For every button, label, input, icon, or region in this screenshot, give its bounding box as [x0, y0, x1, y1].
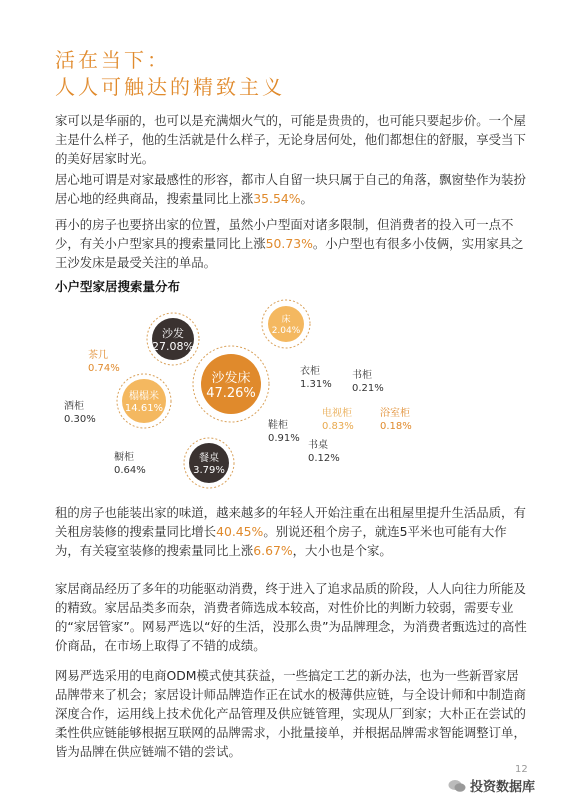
highlight-value: 6.67% — [253, 543, 293, 558]
section-title-line1: 活在当下： — [55, 48, 170, 72]
section-title-line2: 人人可触达的精致主义 — [55, 75, 285, 99]
category-value-label: 0.64% — [114, 465, 146, 476]
highlight-value: 35.54% — [253, 191, 301, 206]
bubble-value-label: 14.61% — [124, 403, 164, 414]
text: 租的房子也能装出家的味道，越来越多的年轻人开始注重在出租屋里提升生活品质，有关租房装修的搜索量同比增长 — [55, 505, 526, 539]
category-value-label: 0.12% — [308, 453, 340, 464]
category-value-label: 0.18% — [380, 421, 412, 432]
category-name-label: 酒柜 — [64, 401, 84, 412]
category-value-label: 0.83% — [322, 421, 354, 432]
watermark — [448, 776, 535, 795]
bubble-name-label: 沙发 — [162, 327, 184, 340]
category-name-label: 书桌 — [308, 440, 328, 451]
bubble-value-label: 27.08% — [152, 340, 194, 353]
text: 居心地可谓是对家最感性的形容，都市人自留一块只属于自己的角落，飘窗垫作为装扮居心地的经典商品，搜索量同比上涨 — [55, 172, 526, 206]
bubble-name-label: 沙发床 — [211, 371, 251, 386]
chart-title: 小户型家居搜索量分布 — [55, 279, 181, 294]
text: 。 — [300, 191, 313, 206]
watermark-text: 投资数据库 — [470, 780, 536, 795]
category-value-label: 0.91% — [268, 433, 300, 444]
category-name-label: 电视柜 — [322, 408, 352, 419]
category-name-label: 鞋柜 — [268, 420, 288, 431]
paragraph-intro: 家可以是华丽的，也可以是充满烟火气的，可能是贵贵的，也可能只要起步价。一个屋主是什么样子，他的生活就是什么样子，无论身居何处，他们都想住的舒服，享受当下的美好居家时光。 — [55, 113, 526, 166]
text: 。小户型也有很多小伎俩，实用家具之王沙发床是最受关注的单品。 — [55, 236, 524, 270]
category-name-label: 书柜 — [352, 370, 372, 381]
category-name-label: 衣柜 — [300, 366, 320, 377]
category-value-label: 0.74% — [88, 363, 120, 374]
page-number: 12 — [515, 764, 528, 775]
category-value-label: 0.30% — [64, 414, 96, 425]
bubble-name-label: 榻榻米 — [129, 391, 159, 402]
category-name-label: 浴室柜 — [380, 408, 410, 419]
wechat-icon — [448, 779, 466, 793]
text: 。别说还租个房子，就连5平米也可能有大作为，有关寝室装修的搜索量同比上涨 — [55, 524, 507, 558]
bubble-value-label: 3.79% — [193, 465, 225, 476]
bubble-name-label: 餐桌 — [199, 453, 219, 464]
category-value-label: 1.31% — [300, 379, 332, 390]
bubble-value-label: 47.26% — [206, 386, 256, 401]
highlight-value: 50.73% — [265, 236, 313, 251]
paragraph-odm: 网易严选采用的电商ODM模式使其获益，一些搞定工艺的新办法，也为一些新晋家居品牌带来了机会；家居设计师品牌造作正在试水的极薄供应链，与全设计师和中制造商深度合作，运用线上技术优化产品管理及供应链管理，实现从厂到家；大朴正在尝试的柔性供应链能够根据互联网的品牌需求，小批量接单，并根据品牌需求智能调整订单，皆为品牌在供应链端不错的尝试。 — [55, 668, 526, 759]
text: ，大小也是个家。 — [292, 543, 392, 558]
paragraph-rental — [55, 503, 530, 560]
bubble-value-label: 2.04% — [271, 326, 301, 336]
paragraph-quality: 家居商品经历了多年的功能驱动消费，终于进入了追求品质的阶段，人人向往力所能及的精致。家居品类多而杂，消费者筛选成本较高，对性价比的判断力较弱，需要专业的“家居管家”。网易严选以“好的生活，没那么贵”为品牌理念，为消费者甄选过的高性价商品，在市场上取得了不错的成绩。 — [55, 581, 527, 653]
highlight-value: 40.45% — [216, 524, 264, 539]
bubble-name-label: 床 — [281, 315, 291, 325]
category-value-label: 0.21% — [352, 383, 384, 394]
category-name-label: 橱柜 — [114, 452, 134, 463]
category-name-label: 茶几 — [88, 350, 108, 361]
text: 再小的房子也要挤出家的位置，虽然小户型面对诸多限制，但消费者的投入可一点不少，有关小户型家具的搜索量同比上涨 — [55, 217, 514, 251]
